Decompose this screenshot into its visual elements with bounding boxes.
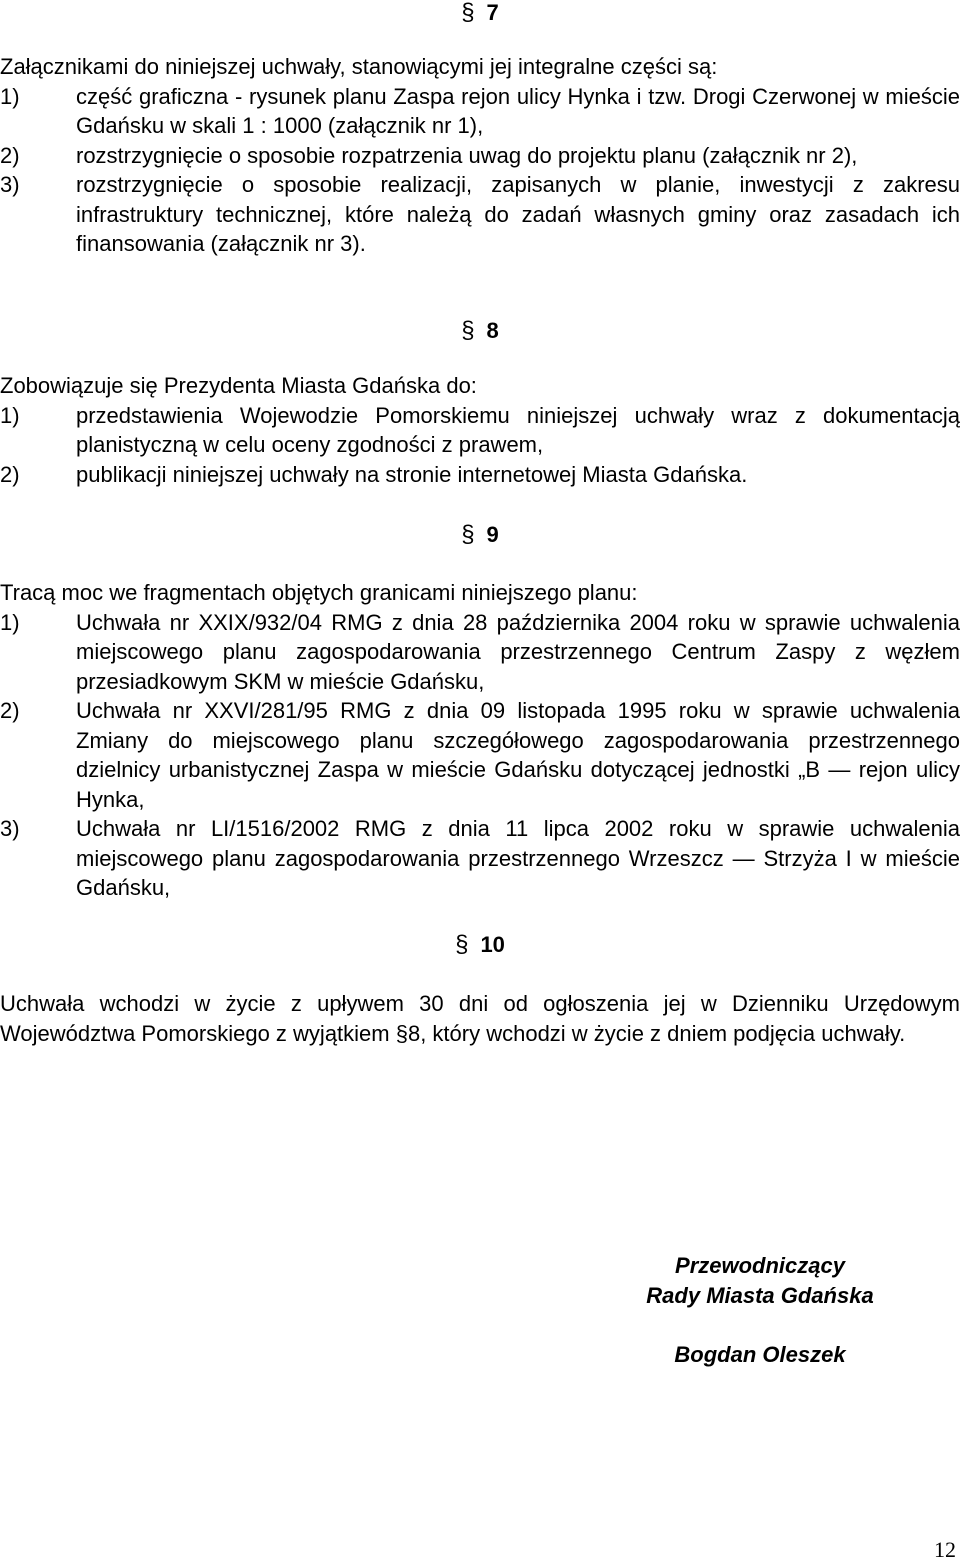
list-item-number: 1)	[0, 402, 20, 428]
section-7-intro: Załącznikami do niniejszej uchwały, stanowiącymi jej integralne części są:	[0, 54, 718, 79]
page-number: 12	[934, 1537, 956, 1562]
list-item-text: Uchwała nr XXVI/281/95 RMG z dnia 09 listopada 1995 roku w sprawie uchwalenia Zmiany do miejscowego planu szczegółowego zagospodarowania przestrzennego dzielnicy urbanistycznej Zaspa w mieście Gdańsku dotyczącej jednostki „B — rejon ulicy Hynka,	[76, 698, 960, 812]
section-sign: §	[455, 931, 469, 958]
section-number: 9	[486, 522, 499, 547]
signature-title-line-2: Rady Miasta Gdańska	[646, 1283, 874, 1308]
list-item-number: 2)	[0, 461, 20, 487]
section-sign: §	[461, 317, 475, 344]
list-item	[0, 460, 960, 490]
list-item-text: część graficzna - rysunek planu Zaspa rejon ulicy Hynka i tzw. Drogi Czerwonej w mieście Gdańsku w skali 1 : 1000 (załącznik nr 1),	[76, 83, 960, 138]
section-heading-9	[0, 522, 960, 548]
section-9-intro: Tracą moc we fragmentach objętych granicami niniejszego planu:	[0, 580, 638, 605]
section-heading-7	[0, 0, 960, 26]
section-10-body	[0, 989, 960, 1048]
signature-title-line-1: Przewodniczący	[675, 1253, 845, 1278]
list-item	[0, 814, 960, 903]
list-item-text: rozstrzygnięcie o sposobie rozpatrzenia uwag do projektu planu (załącznik nr 2),	[76, 142, 858, 168]
list-item-number: 2)	[0, 698, 20, 723]
signature-name: Bogdan Oleszek	[674, 1342, 846, 1367]
list-item	[0, 401, 960, 460]
section-9-body	[0, 578, 960, 903]
list-item-text: rozstrzygnięcie o sposobie realizacji, zapisanych w planie, inwestycji z zakresu infrastruktury technicznej, które należą do zadań własnych gminy oraz zasadach ich finansowania (załącznik nr 3).	[76, 172, 960, 256]
list-item-text: publikacji niniejszej uchwały na stronie internetowej Miasta Gdańska.	[76, 461, 748, 487]
section-heading-10	[0, 932, 960, 958]
section-number: 7	[486, 0, 499, 25]
section-7-body	[0, 52, 960, 259]
section-sign: §	[461, 521, 475, 548]
list-item	[0, 141, 960, 171]
list-item-text: Uchwała nr XXIX/932/04 RMG z dnia 28 października 2004 roku w sprawie uchwalenia miejscowego planu zagospodarowania przestrzennego Centrum Zaspy z węzłem przesiadkowym SKM w mieście Gdańsku,	[76, 609, 960, 694]
list-item-text: Uchwała nr LI/1516/2002 RMG z dnia 11 lipca 2002 roku w sprawie uchwalenia miejscowego planu zagospodarowania przestrzennego Wrzeszcz — Strzyża I w mieście Gdańsku,	[76, 816, 960, 900]
section-heading-8	[0, 318, 960, 344]
section-8-intro: Zobowiązuje się Prezydenta Miasta Gdańska do:	[0, 373, 477, 398]
section-number: 10	[480, 932, 505, 957]
section-10-text: Uchwała wchodzi w życie z upływem 30 dni od ogłoszenia jej w Dzienniku Urzędowym Województwa Pomorskiego z wyjątkiem §8, który wchodzi w życie z dniem podjęcia uchwały.	[0, 991, 960, 1046]
list-item	[0, 82, 960, 141]
section-sign: §	[461, 0, 475, 26]
list-item-number: 1)	[0, 83, 20, 109]
list-item-text: przedstawienia Wojewodzie Pomorskiemu niniejszej uchwały wraz z dokumentacją planistyczną w celu oceny zgodności z prawem,	[76, 402, 960, 457]
list-item-number: 1)	[0, 609, 20, 635]
list-item	[0, 170, 960, 259]
list-item	[0, 696, 960, 814]
list-item-number: 3)	[0, 172, 20, 197]
list-item-number: 3)	[0, 816, 20, 841]
list-item-number: 2)	[0, 142, 20, 168]
list-item	[0, 608, 960, 697]
section-8-body	[0, 371, 960, 489]
section-number: 8	[486, 318, 499, 343]
